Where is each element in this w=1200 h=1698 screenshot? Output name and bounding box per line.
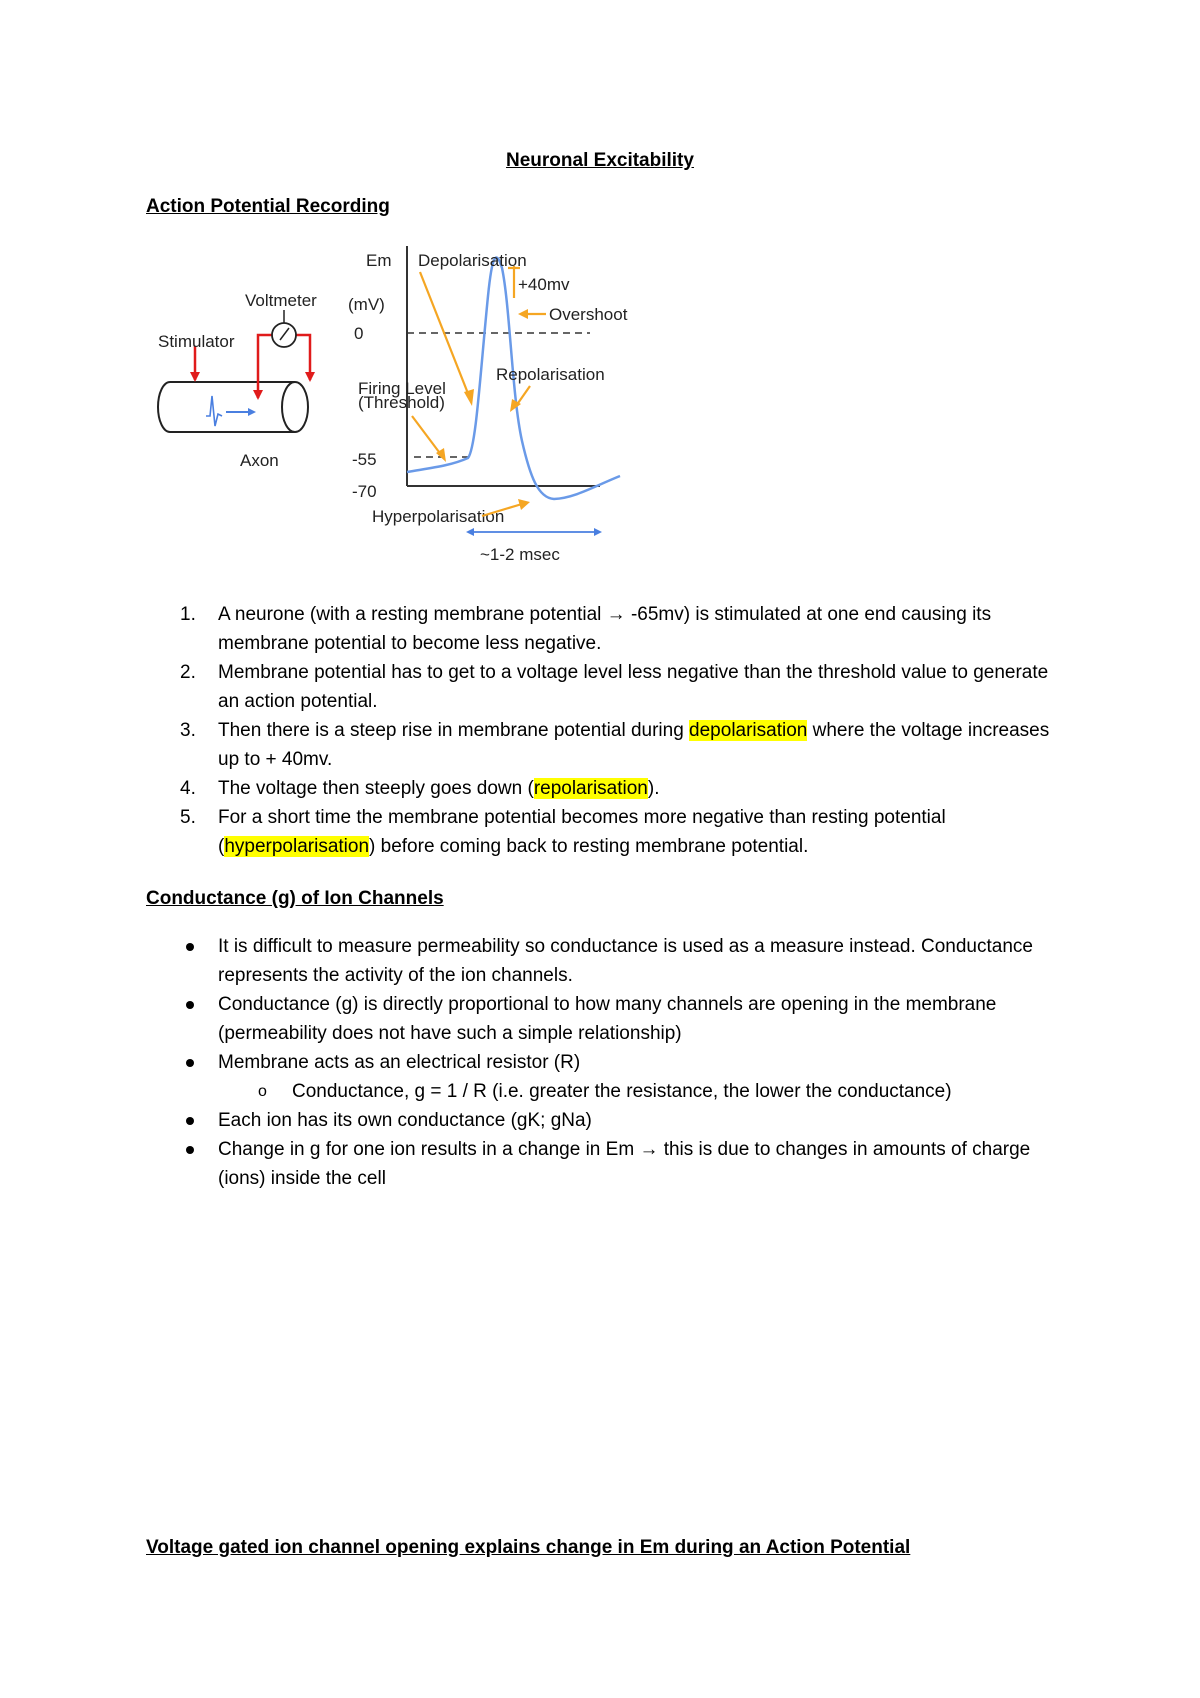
highlighted-term: hyperpolarisation: [224, 836, 370, 857]
list-item: [146, 932, 1076, 990]
highlighted-term: depolarisation: [689, 720, 808, 741]
bullet-icon: [186, 1117, 194, 1125]
step-text: ).: [647, 778, 660, 799]
bullet-icon: [186, 1059, 194, 1067]
list-item: [146, 1106, 1076, 1135]
list-item: [146, 1135, 1076, 1193]
bullet-text: this is due to changes in amounts of charge (ions) inside the cell: [218, 1139, 1031, 1189]
list-number: 4.: [180, 778, 196, 799]
arrow-icon: →: [639, 1139, 659, 1160]
bullet-text: Conductance, g = 1 / R (i.e. greater the resistance, the lower the conductance): [292, 1081, 952, 1102]
bullet-text: Membrane acts as an electrical resistor (R): [218, 1052, 581, 1073]
step-text: where the voltage increases up to + 40mv.: [218, 720, 1050, 770]
depolarisation-arrow: [420, 272, 469, 396]
list-item: [146, 600, 1066, 658]
bullet-text: Conductance (g) is directly proportional to how many channels are opening in the membrane (permeability does not have such a simple relationship): [218, 994, 997, 1044]
section-heading-voltage-gated: Voltage gated ion channel opening explains change in Em during an Action Potential: [146, 1537, 911, 1558]
step-text: Membrane potential has to get to a voltage level less negative than the threshold value to generate an action potential.: [218, 662, 1049, 712]
highlighted-term: repolarisation: [533, 778, 648, 799]
minus70-tick-label: -70: [352, 482, 377, 501]
hyperpolarisation-label: Hyperpolarisation: [372, 507, 505, 526]
axon-label: Axon: [240, 451, 279, 470]
page-title: Neuronal Excitability: [506, 150, 694, 171]
minus55-tick-label: -55: [352, 450, 377, 469]
list-item: [146, 990, 1076, 1048]
list-number: 5.: [180, 807, 196, 828]
firing-level-label: Firing Level: [358, 379, 446, 398]
list-number: 1.: [180, 604, 196, 625]
bullet-text: It is difficult to measure permeability so conductance is used as a measure instead. Conductance represents the activity of the ion channels.: [218, 936, 1033, 986]
conductance-bullets: [146, 932, 1076, 1193]
step-text: A neurone (with a resting membrane potential: [218, 604, 607, 625]
repolarisation-label: Repolarisation: [496, 365, 605, 384]
overshoot-label: Overshoot: [549, 305, 628, 324]
list-item: [146, 658, 1066, 716]
list-number: 3.: [180, 720, 196, 741]
step-text: ) before coming back to resting membrane potential.: [369, 836, 809, 857]
threshold-arrow: [412, 416, 442, 456]
section-heading-action-potential: Action Potential Recording: [146, 196, 390, 217]
step-text: For a short time the membrane potential becomes more negative than resting potential (: [218, 807, 946, 857]
time-span-arrow: [466, 528, 602, 536]
step-text: Then there is a steep rise in membrane potential during: [218, 720, 690, 741]
axon-apparatus: [158, 310, 315, 432]
zero-tick-label: 0: [354, 324, 364, 343]
list-item: [146, 716, 1066, 774]
list-item: [146, 1048, 1076, 1077]
list-item: [146, 803, 1066, 861]
section-heading-conductance: Conductance (g) of Ion Channels: [146, 888, 444, 909]
stimulator-label: Stimulator: [158, 332, 235, 351]
plus40-label: +40mv: [518, 275, 570, 294]
list-number: 2.: [180, 662, 196, 683]
bullet-text: Each ion has its own conductance (gK; gNa): [218, 1110, 592, 1131]
bullet-icon: [186, 943, 194, 951]
sub-list-item: [146, 1077, 1076, 1106]
threshold-label: (Threshold): [358, 393, 445, 412]
step-text: -65mv) is stimulated at one end causing its membrane potential to become less negative.: [218, 604, 992, 654]
bullet-icon: [186, 1146, 194, 1154]
action-potential-figure: [150, 236, 650, 576]
arrow-icon: →: [606, 604, 626, 625]
depolarisation-label: Depolarisation: [418, 251, 527, 270]
em-axis-label: Em: [366, 251, 392, 270]
bullet-icon: [186, 1001, 194, 1009]
action-potential-steps: [146, 600, 1066, 861]
action-potential-diagram: [150, 236, 650, 576]
voltmeter-label: Voltmeter: [245, 291, 317, 310]
bullet-text: Change in g for one ion results in a change in Em: [218, 1139, 640, 1160]
sub-bullet-icon: o: [258, 1083, 267, 1100]
list-item: [146, 774, 1066, 803]
time-label: ~1-2 msec: [480, 545, 560, 564]
mv-unit-label: (mV): [348, 295, 385, 314]
step-text: The voltage then steeply goes down (: [218, 778, 534, 799]
